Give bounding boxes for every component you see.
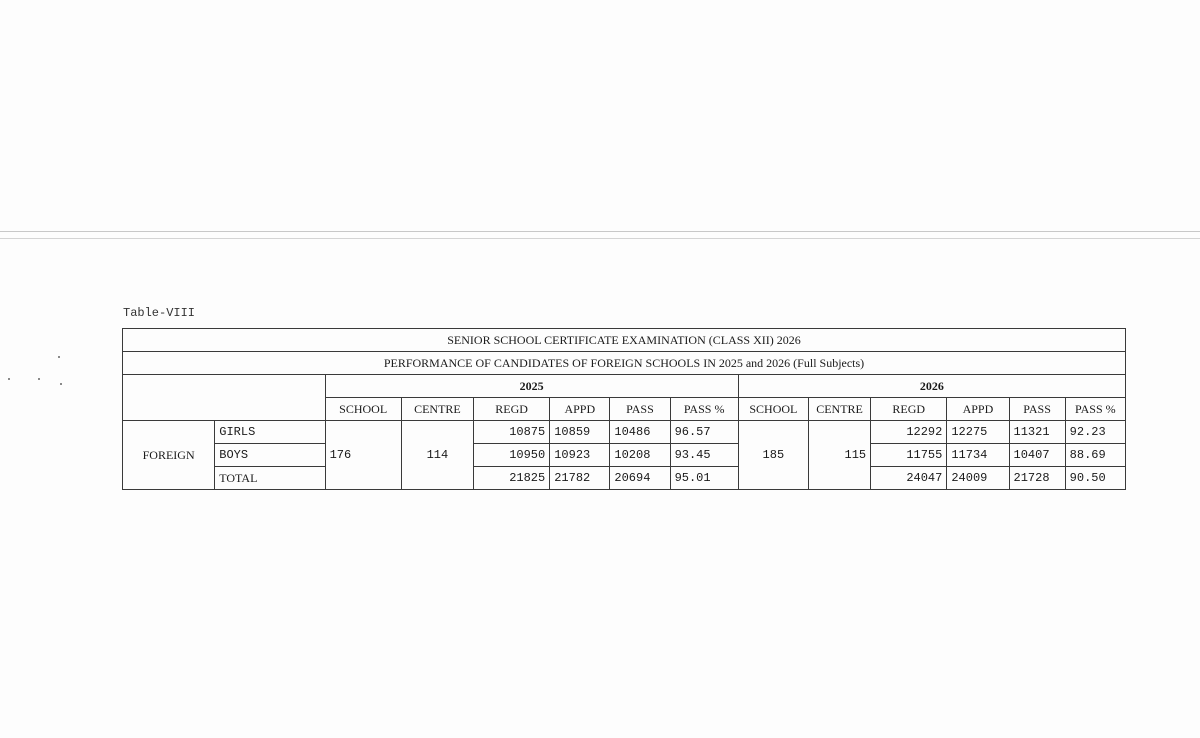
girls-pass-pct-2025: 96.57 xyxy=(670,421,738,444)
year-2025-header: 2025 xyxy=(325,375,738,398)
total-pass-pct-2026: 90.50 xyxy=(1065,467,1125,490)
scan-speck xyxy=(58,356,60,358)
table-row xyxy=(123,421,1126,444)
col-centre-2026: CENTRE xyxy=(808,398,870,421)
school-count-2026: 185 xyxy=(738,421,808,490)
boys-appd-2026: 11734 xyxy=(947,444,1009,467)
girls-appd-2025: 10859 xyxy=(550,421,610,444)
boys-regd-2025: 10950 xyxy=(474,444,550,467)
col-centre-2025: CENTRE xyxy=(401,398,473,421)
category-foreign: FOREIGN xyxy=(123,421,215,490)
centre-count-2026: 115 xyxy=(808,421,870,490)
total-regd-2026: 24047 xyxy=(871,467,947,490)
girls-pass-2026: 11321 xyxy=(1009,421,1065,444)
total-pass-2025: 20694 xyxy=(610,467,670,490)
col-pass-2025: PASS xyxy=(610,398,670,421)
total-appd-2026: 24009 xyxy=(947,467,1009,490)
col-pass-2026: PASS xyxy=(1009,398,1065,421)
col-regd-2025: REGD xyxy=(474,398,550,421)
col-pass-pct-2025: PASS % xyxy=(670,398,738,421)
total-regd-2025: 21825 xyxy=(474,467,550,490)
scan-speck xyxy=(38,378,40,380)
table-row xyxy=(123,467,1126,490)
total-pass-2026: 21728 xyxy=(1009,467,1065,490)
row-label-boys: BOYS xyxy=(215,444,325,467)
total-appd-2025: 21782 xyxy=(550,467,610,490)
table-subtitle: PERFORMANCE OF CANDIDATES OF FOREIGN SCHOOLS IN 2025 and 2026 (Full Subjects) xyxy=(123,352,1126,375)
boys-appd-2025: 10923 xyxy=(550,444,610,467)
girls-regd-2025: 10875 xyxy=(474,421,550,444)
girls-pass-pct-2026: 92.23 xyxy=(1065,421,1125,444)
table-title: SENIOR SCHOOL CERTIFICATE EXAMINATION (CLASS XII) 2026 xyxy=(123,329,1126,352)
col-pass-pct-2026: PASS % xyxy=(1065,398,1125,421)
scan-speck xyxy=(60,383,62,385)
scan-speck xyxy=(8,378,10,380)
col-appd-2026: APPD xyxy=(947,398,1009,421)
boys-pass-pct-2026: 88.69 xyxy=(1065,444,1125,467)
girls-pass-2025: 10486 xyxy=(610,421,670,444)
school-count-2025: 176 xyxy=(325,421,401,490)
row-label-total: TOTAL xyxy=(215,467,325,490)
row-label-girls: GIRLS xyxy=(215,421,325,444)
col-regd-2026: REGD xyxy=(871,398,947,421)
boys-pass-2025: 10208 xyxy=(610,444,670,467)
boys-regd-2026: 11755 xyxy=(871,444,947,467)
page-rule-top xyxy=(0,231,1200,232)
corner-cell xyxy=(123,375,326,421)
title-row xyxy=(123,329,1126,352)
col-school-2025: SCHOOL xyxy=(325,398,401,421)
girls-appd-2026: 12275 xyxy=(947,421,1009,444)
table-row xyxy=(123,444,1126,467)
year-row xyxy=(123,375,1126,398)
results-table xyxy=(122,328,1126,490)
page-rule-bottom xyxy=(0,238,1200,239)
col-appd-2025: APPD xyxy=(550,398,610,421)
centre-count-2025: 114 xyxy=(401,421,473,490)
girls-regd-2026: 12292 xyxy=(871,421,947,444)
boys-pass-pct-2025: 93.45 xyxy=(670,444,738,467)
table-label: Table-VIII xyxy=(123,306,196,320)
subtitle-row xyxy=(123,352,1126,375)
col-school-2026: SCHOOL xyxy=(738,398,808,421)
total-pass-pct-2025: 95.01 xyxy=(670,467,738,490)
year-2026-header: 2026 xyxy=(738,375,1125,398)
boys-pass-2026: 10407 xyxy=(1009,444,1065,467)
